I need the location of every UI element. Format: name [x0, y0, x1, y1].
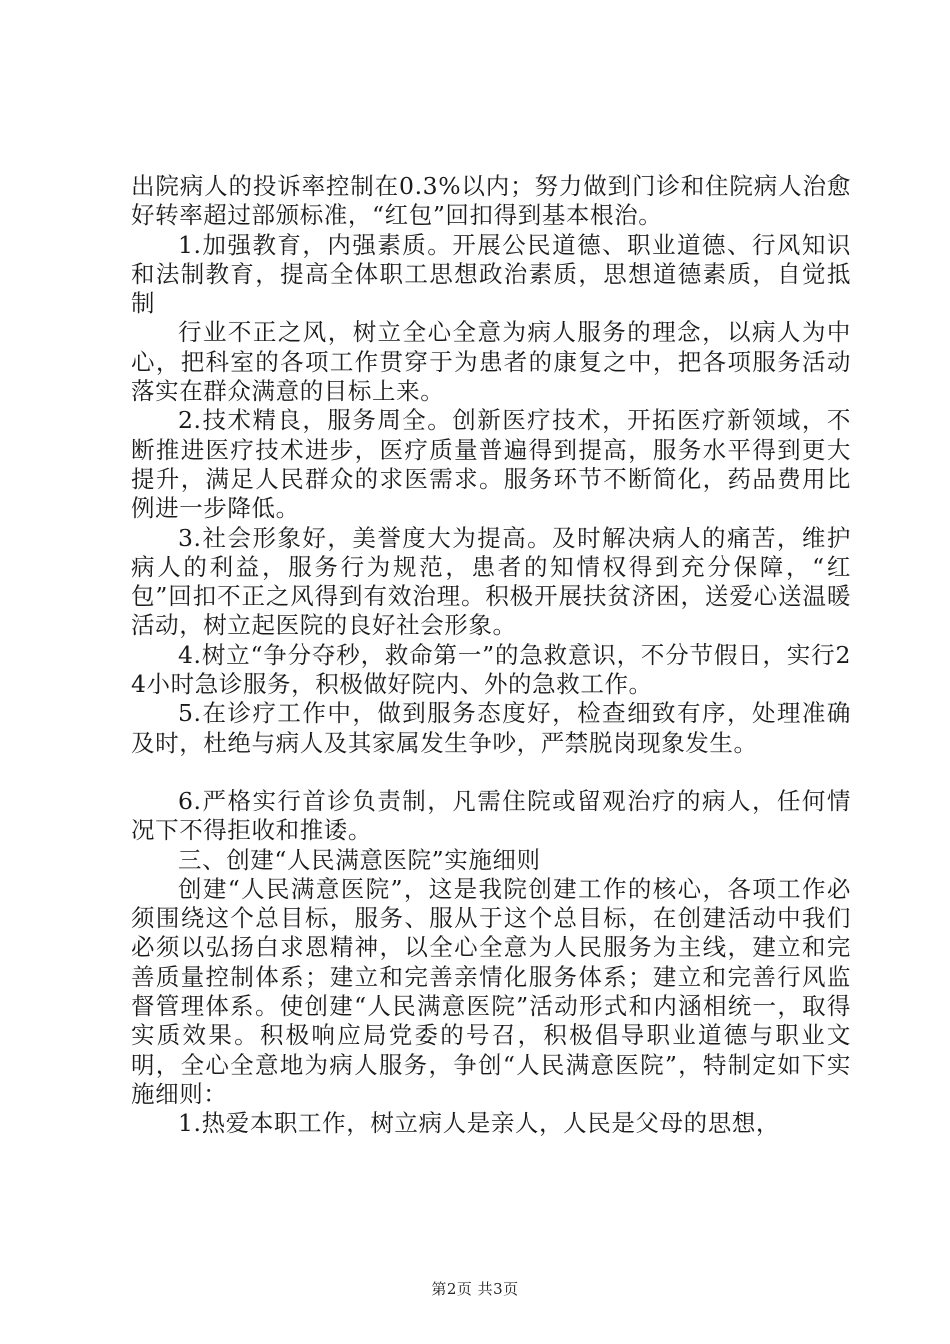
paragraph-item-4: 4.树立“争分夺秒，救命第一”的急救意识，不分节假日，实行24小时急诊服务，积极做好院内、外的急救工作。	[131, 640, 851, 699]
paragraph-item-6: 6.严格实行首诊负责制，凡需住院或留观治疗的病人，任何情况下不得拒收和推诿。	[131, 786, 851, 845]
section-heading: 三、创建“人民满意医院”实施细则	[178, 845, 541, 874]
document-body	[131, 172, 851, 1139]
paragraph-section-intro: 创建“人民满意医院”，这是我院创建工作的核心，各项工作必须围绕这个总目标，服务、服从于这个总目标，在创建活动中我们必须以弘扬白求恩精神，以全心全意为人民服务为主线，建立和完善质量控制体系；建立和完善亲情化服务体系；建立和完善行风监督管理体系。使创建“人民满意医院”活动形式和内涵相统一，取得实质效果。积极响应局党委的号召，积极倡导职业道德与职业文明，全心全意地为病人服务，争创“人民满意医院”，特制定如下实施细则：	[131, 874, 851, 1108]
paragraph-item-1: 1.加强教育，内强素质。开展公民道德、职业道德、行风知识和法制教育，提高全体职工思想政治素质，思想道德素质，自觉抵制	[131, 230, 851, 318]
paragraph-item-1-continued: 行业不正之风，树立全心全意为病人服务的理念，以病人为中心，把科室的各项工作贯穿于为患者的康复之中，把各项服务活动落实在群众满意的目标上来。	[131, 318, 851, 406]
paragraph-rule-1: 1.热爱本职工作，树立病人是亲人，人民是父母的思想，	[178, 1109, 781, 1138]
paragraph-item-5: 5.在诊疗工作中，做到服务态度好，检查细致有序，处理准确及时，杜绝与病人及其家属发生争吵，严禁脱岗现象发生。	[131, 699, 851, 757]
page-number-footer: 第2页 共3页	[431, 1280, 519, 1298]
paragraph-continuation: 出院病人的投诉率控制在0.3%以内；努力做到门诊和住院病人治愈好转率超过部颁标准，“红包”回扣得到基本根治。	[131, 172, 851, 230]
paragraph-item-3: 3.社会形象好，美誉度大为提高。及时解决病人的痛苦，维护病人的利益，服务行为规范，患者的知情权得到充分保障，“红包”回扣不正之风得到有效治理。积极开展扶贫济困，送爱心送温暖活动，树立起医院的良好社会形象。	[131, 523, 851, 640]
paragraph-item-2: 2.技术精良，服务周全。创新医疗技术，开拓医疗新领域，不断推进医疗技术进步，医疗质量普遍得到提高，服务水平得到更大提升，满足人民群众的求医需求。服务环节不断简化，药品费用比例进一步降低。	[131, 406, 851, 523]
